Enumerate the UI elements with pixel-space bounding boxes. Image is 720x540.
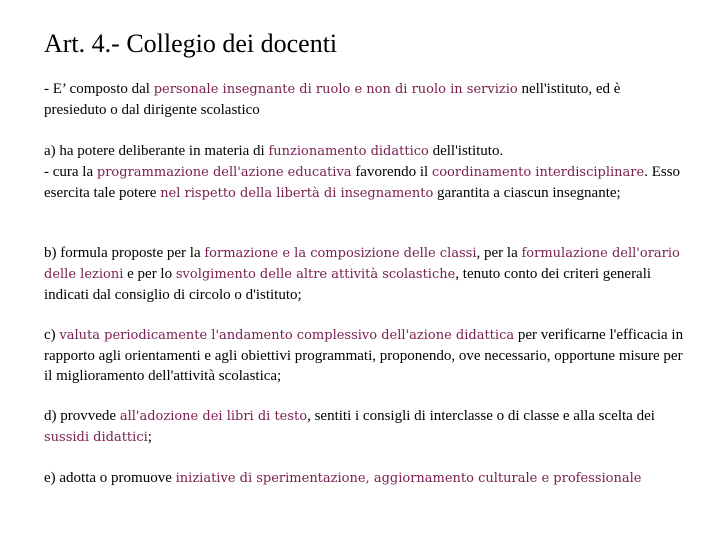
paragraph-item-b (44, 243, 684, 305)
body-text: garantita a ciascun insegnante; (433, 185, 621, 201)
highlighted-term: all'adozione dei libri di testo (119, 409, 308, 424)
body-text: ; (147, 429, 152, 445)
paragraph-item-d (44, 406, 684, 448)
highlighted-term: svolgimento delle altre attività scolastiche (175, 267, 456, 282)
body-text: e) adotta o promuove (44, 470, 176, 486)
paragraph-item-c (44, 325, 684, 386)
paragraph-item-a (44, 141, 684, 204)
body-text: e per lo (123, 266, 176, 282)
highlighted-term: programmazione dell'azione educativa (96, 165, 352, 180)
highlighted-term: coordinamento interdisciplinare (431, 165, 645, 180)
highlighted-term: sussidi didattici (44, 430, 148, 445)
body-text: , per la (476, 245, 522, 261)
body-text: . Esso esercita tale potere (44, 164, 681, 201)
body-text: - cura la (44, 164, 97, 180)
body-text: d) provvede (44, 408, 120, 424)
body-text: b) formula proposte per la (44, 245, 205, 261)
body-text: dell'istituto. (428, 143, 504, 159)
highlighted-term: funzionamento didattico (268, 144, 429, 159)
highlighted-term: iniziative di sperimentazione, aggiornamento culturale e professionale (175, 471, 642, 486)
body-text: a) ha potere deliberante in materia di (44, 143, 269, 159)
highlighted-term: personale insegnante di ruolo e non di ruolo in servizio (153, 82, 518, 97)
body-text: per verificarne l'efficacia in rapporto agli orientamenti e agli obiettivi programmati, proponendo, ove necessario, opportune misure per il miglioramento dell'attività scolastica; (44, 327, 684, 384)
body-text: c) (44, 327, 60, 343)
body-text: nell'istituto, ed è presieduto o dal dirigente scolastico (44, 81, 621, 118)
body-text: favorendo il (351, 164, 432, 180)
body-text: - E’ composto dal (44, 81, 154, 97)
body-text: , sentiti i consigli di interclasse o di classe e alla scelta dei (307, 408, 655, 424)
highlighted-term: formazione e la composizione delle classi (204, 246, 477, 261)
page-title: Art. 4.- Collegio dei docenti (44, 29, 338, 58)
paragraph-composition (44, 79, 684, 120)
paragraph-item-e (44, 468, 684, 489)
body-text: , tenuto conto dei criteri generali indicati dal consiglio di circolo o d'istituto; (44, 266, 652, 303)
highlighted-term: nel rispetto della libertà di insegnamento (160, 186, 434, 201)
highlighted-term: formulazione dell'orario delle lezioni (44, 246, 680, 282)
highlighted-term: valuta periodicamente l'andamento complessivo dell'azione didattica (59, 328, 515, 343)
